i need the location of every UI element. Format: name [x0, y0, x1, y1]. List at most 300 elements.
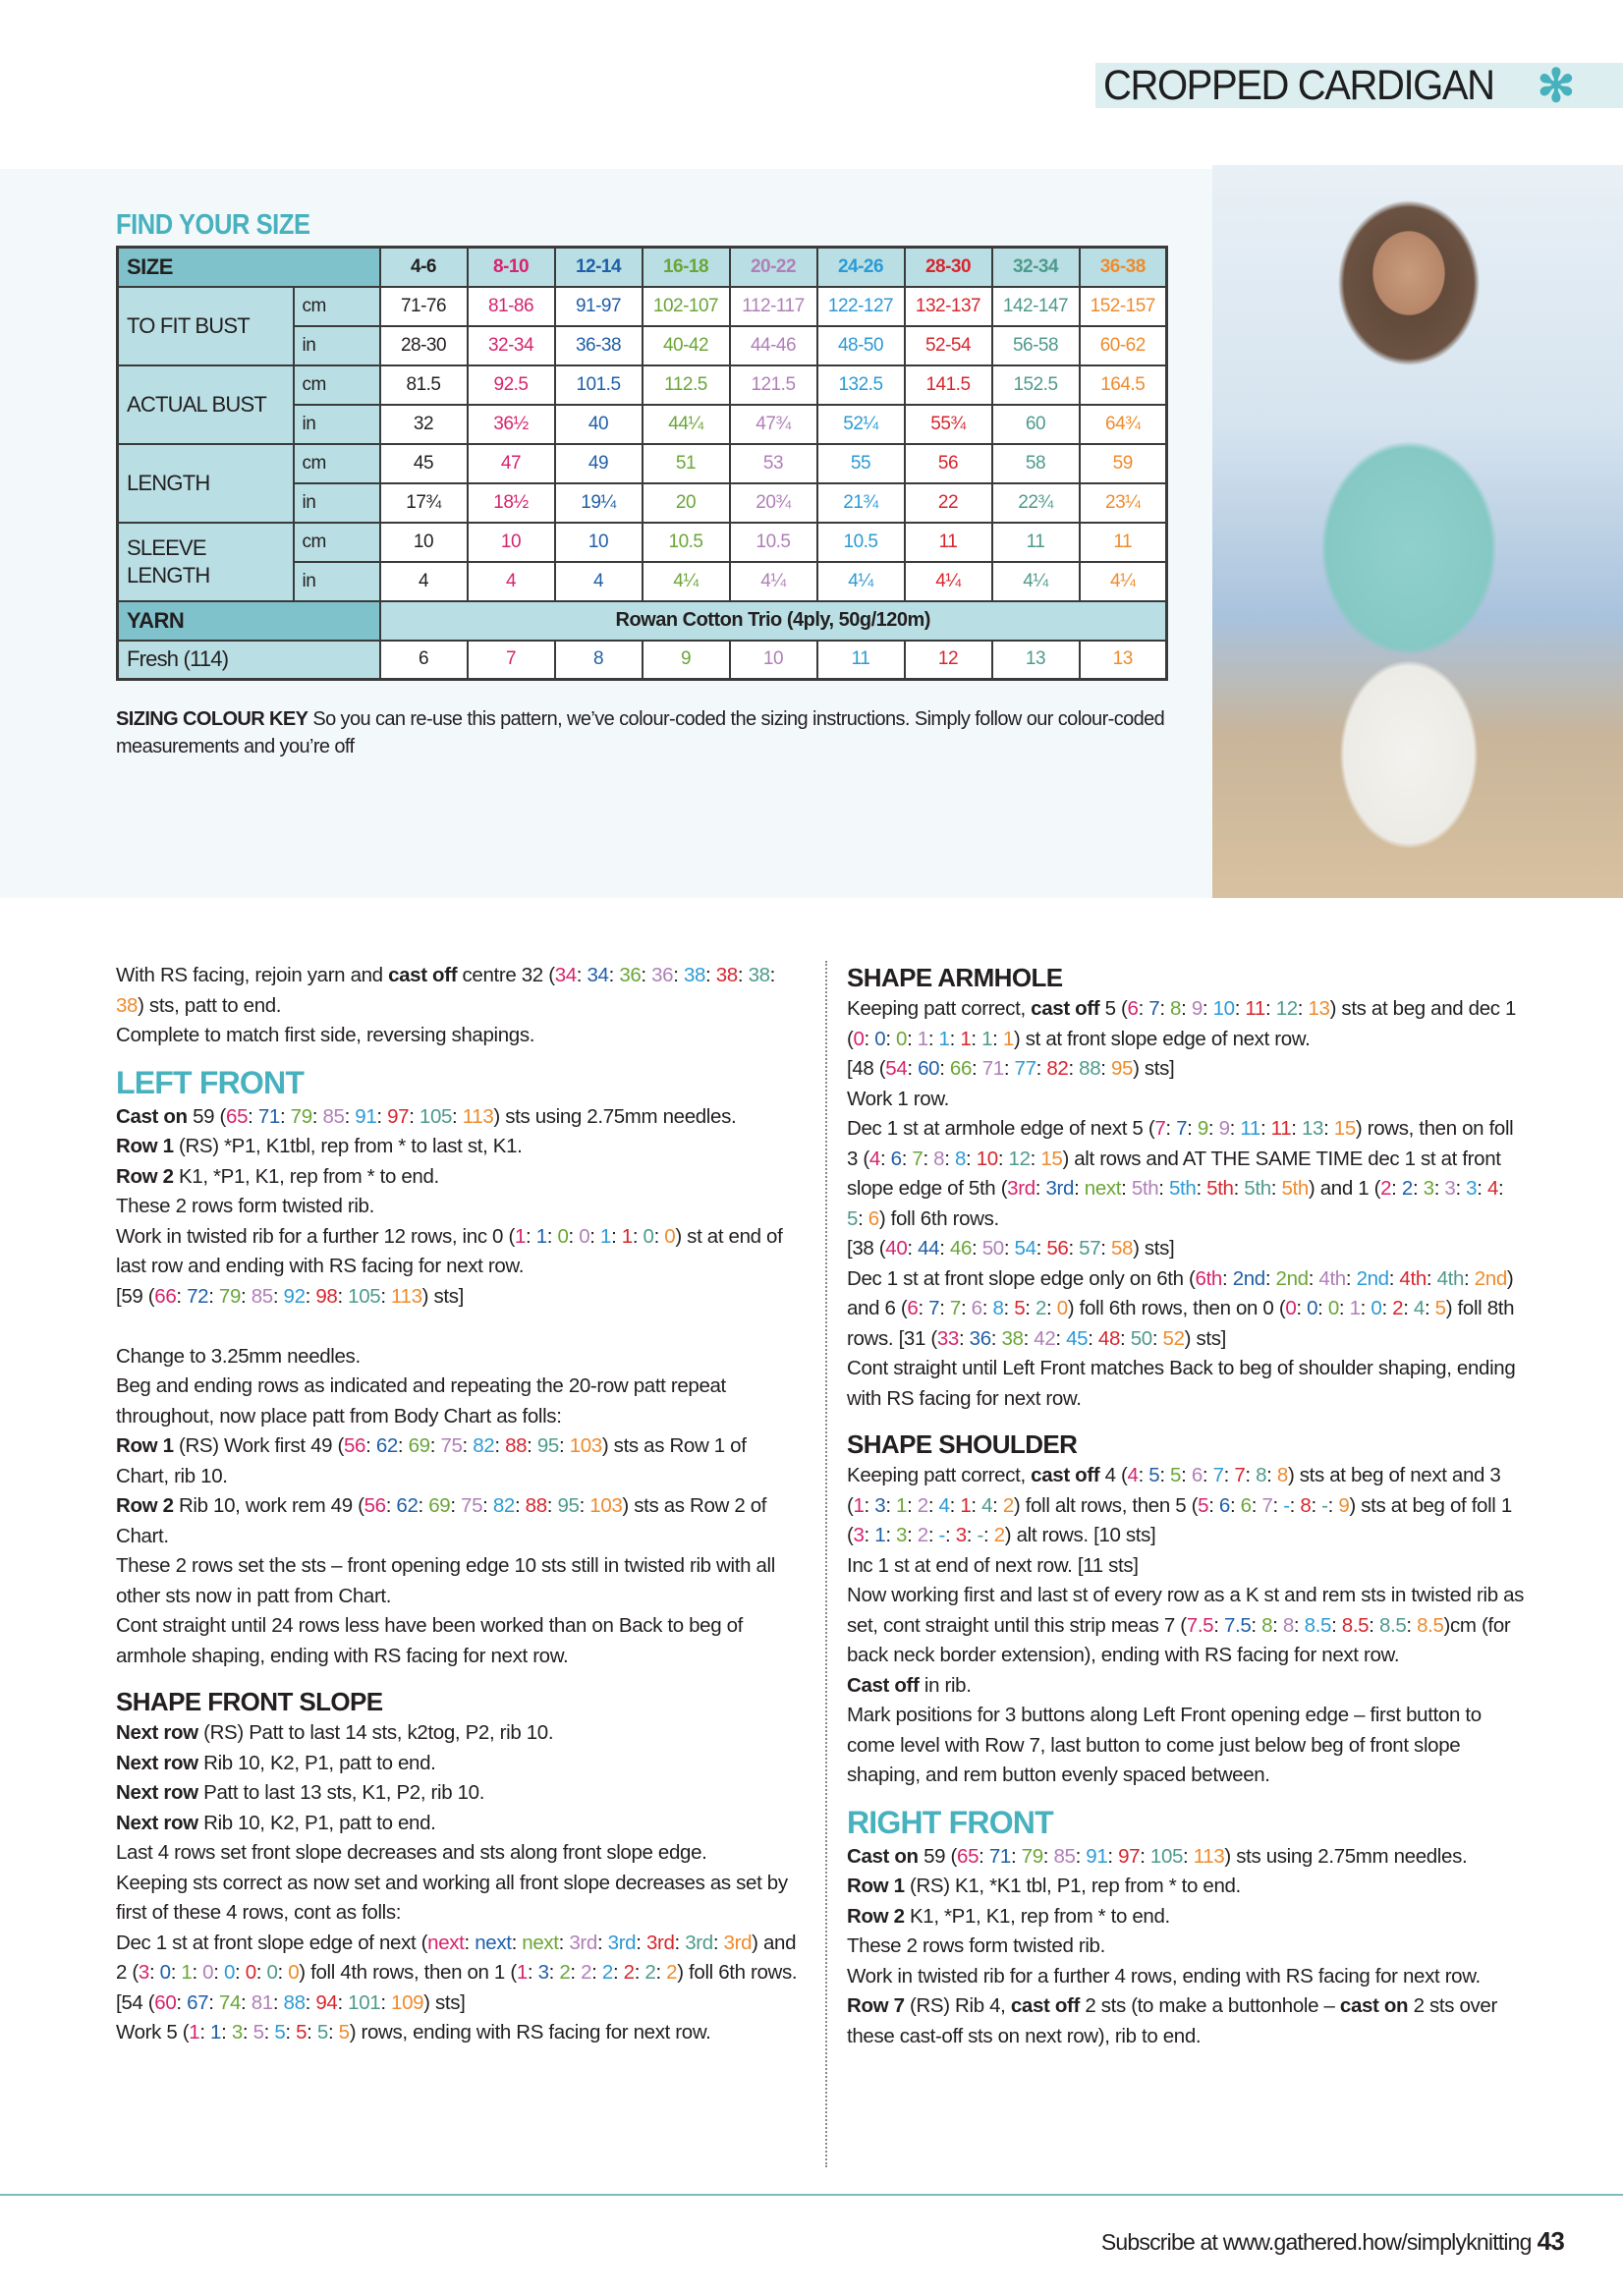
text-run: ) and 1 ( [1308, 1177, 1381, 1200]
measurement-value: 23¼ [1080, 483, 1167, 523]
text-run: : [1317, 1297, 1328, 1319]
size-value: 4 [1127, 1464, 1139, 1486]
text-run: : [380, 1990, 392, 2014]
text-run: K1, *P1, K1, rep from * to end. [904, 1904, 1170, 1928]
measurement-value: 4 [468, 562, 555, 601]
measurement-value: 55 [817, 444, 905, 483]
instructions-right-column [847, 961, 1525, 2051]
text-run: : [1251, 1493, 1262, 1517]
subsection-heading: SHAPE ARMHOLE [847, 963, 1063, 992]
text-run: ) foll 6th rows. [54 ( [116, 1961, 798, 2014]
size-value: 33 [936, 1326, 959, 1350]
size-value: 66 [154, 1284, 177, 1308]
text-run: : [1208, 1493, 1219, 1517]
measurement-value: 28-30 [380, 326, 468, 365]
text-run: : [546, 1494, 558, 1517]
text-run: ) foll 6th rows. [878, 1206, 999, 1230]
size-value: 103 [569, 1434, 602, 1457]
text-run: : [1010, 1844, 1022, 1868]
size-value: 1 [189, 2021, 200, 2044]
measurement-value: 10.5 [643, 523, 730, 562]
measurement-value: 92.5 [468, 365, 555, 405]
text-run: : [272, 1284, 284, 1308]
text-run: : [927, 1493, 939, 1517]
text-run: : [1424, 1297, 1435, 1319]
bold-term: Cast off [847, 1673, 920, 1697]
text-run: Work 5 ( [116, 2021, 190, 2044]
bold-term: Next row [116, 1811, 198, 1834]
page-number: 43 [1537, 2226, 1564, 2256]
measurement-value: 56 [905, 444, 992, 483]
text-run: Cont straight until Left Front matches Back to beg of shoulder shaping, ending with RS facing for next row. [847, 1357, 1516, 1410]
size-value: 40 [885, 1237, 908, 1260]
text-run: : [1406, 1613, 1418, 1637]
text-run: : [1181, 1464, 1192, 1486]
text-run: : [409, 1104, 420, 1128]
text-run: : [712, 1931, 724, 1954]
instruction-paragraph [116, 1718, 804, 1749]
text-run: : [1221, 1266, 1233, 1290]
bold-term: Row 1 [847, 1875, 905, 1897]
text-run: : [1234, 997, 1246, 1020]
size-value: 15 [1333, 1117, 1356, 1140]
text-run: : [1360, 1297, 1371, 1319]
text-run: : [949, 1027, 961, 1050]
size-value: next [427, 1931, 465, 1954]
text-run: (RS) Work first 49 ( [173, 1434, 344, 1457]
size-value: 0 [159, 1961, 171, 1984]
size-value: 5th [1168, 1177, 1197, 1200]
size-column-header: 24-26 [817, 248, 905, 287]
text-run: : [1338, 1297, 1350, 1319]
text-run: Inc 1 st at end of next row. [11 sts] [847, 1553, 1139, 1577]
shade-label: Fresh (114) [118, 641, 380, 680]
text-run: : [885, 1524, 897, 1546]
text-run: 4 ( [1099, 1464, 1128, 1486]
size-value: 2 [1035, 1297, 1047, 1319]
page-title: CROPPED CARDIGAN [1103, 62, 1494, 109]
measurement-value: 132.5 [817, 365, 905, 405]
size-value: 95 [536, 1434, 559, 1457]
measurement-value: 4¼ [817, 562, 905, 601]
size-value: 1 [210, 2021, 222, 2044]
text-run: ) sts, patt to end. [138, 993, 282, 1017]
measurement-value: 4¼ [730, 562, 817, 601]
text-run: : [235, 1961, 246, 1984]
size-value: 6 [1218, 1493, 1230, 1517]
size-value: 8.5 [1417, 1613, 1444, 1637]
text-run: : [1055, 1326, 1067, 1350]
size-value: 1 [960, 1027, 972, 1050]
ball-count: 9 [643, 641, 730, 680]
size-value: 62 [396, 1494, 419, 1517]
size-value: 92 [283, 1284, 306, 1308]
shade-row [118, 641, 1167, 680]
size-table [116, 246, 1168, 681]
text-run: : [864, 1493, 875, 1517]
text-run: : [285, 2021, 297, 2044]
text-run: K1, *P1, K1, rep from * to end. [173, 1164, 439, 1188]
size-value: 2nd [1232, 1266, 1265, 1290]
find-your-size-heading: FIND YOUR SIZE [116, 209, 310, 241]
text-run: ) sts at beg and dec 1 ( [847, 997, 1517, 1050]
instruction-paragraph [847, 1902, 1525, 1932]
unit-label: cm [294, 523, 380, 562]
text-run: : [918, 1297, 929, 1319]
text-run: : [992, 1027, 1003, 1050]
instruction-paragraph [847, 1461, 1525, 1551]
size-value: 8 [1256, 1464, 1267, 1486]
subscribe-link[interactable]: Subscribe at www.gathered.how/simplyknitting [1100, 2229, 1532, 2255]
ball-count: 8 [555, 641, 643, 680]
instruction-paragraph [847, 1264, 1525, 1355]
text-run: : [380, 1284, 392, 1308]
size-value: 5 [274, 2021, 286, 2044]
measurement-value: 141.5 [905, 365, 992, 405]
asterisk-flower-icon: ✻ [1537, 60, 1576, 111]
text-run: : [1138, 1464, 1149, 1486]
instruction-paragraph [847, 1932, 1525, 1962]
text-run: : [1074, 1177, 1085, 1200]
text-run: ) alt rows and AT THE SAME TIME dec 1 st at front slope edge of 5th ( [847, 1147, 1501, 1200]
text-run: : [769, 964, 776, 986]
text-run: Patt to last 13 sts, K1, P2, rib 10. [197, 1781, 485, 1804]
text-run: : [636, 1931, 646, 1954]
size-value: 5 [1148, 1464, 1160, 1486]
colour-key-label: SIZING COLOUR KEY [116, 708, 308, 730]
text-run: : [1202, 1464, 1213, 1486]
size-value: 5 [252, 2021, 264, 2044]
measurement-value: 112-117 [730, 287, 817, 326]
size-value: 85 [1053, 1844, 1076, 1868]
text-run: : [1311, 1493, 1322, 1517]
instruction-paragraph [116, 1192, 804, 1222]
size-value: 88 [1079, 1057, 1101, 1080]
size-value: 7 [949, 1297, 961, 1319]
text-run: ) sts using 2.75mm needles. [1224, 1844, 1468, 1868]
size-value: 0 [896, 1027, 908, 1050]
size-value: 48 [1097, 1326, 1121, 1350]
text-run: ) alt rows. [10 sts] [1004, 1524, 1156, 1546]
ball-count: 6 [380, 641, 468, 680]
size-value: 50 [981, 1237, 1004, 1260]
measurement-value: 81-86 [468, 287, 555, 326]
size-value: 65 [226, 1104, 249, 1128]
size-value: 71 [257, 1104, 280, 1128]
text-run: : [255, 1961, 267, 1984]
size-value: 2 [601, 1961, 613, 1984]
size-value: 88 [283, 1990, 306, 2014]
text-run: Cont straight until 24 rows less have been worked than on Back to beg of armhole shaping, ending with RS facing for next row. [116, 1614, 744, 1667]
measurement-value: 121.5 [730, 365, 817, 405]
size-value: next [522, 1931, 559, 1954]
text-run: ) sts as Row 1 of Chart, rib 10. [116, 1434, 747, 1487]
text-run: : [1455, 1177, 1467, 1200]
text-run: Change to 3.25mm needles. [116, 1344, 361, 1368]
measurement-value: 11 [905, 523, 992, 562]
size-value: 5 [316, 2021, 328, 2044]
bold-term: cast on [1339, 1994, 1409, 2017]
instruction-paragraph [116, 1342, 804, 1372]
size-value: 1 [896, 1493, 908, 1517]
measurement-value: 81.5 [380, 365, 468, 405]
text-run: centre 32 ( [457, 964, 555, 986]
text-run: : [1196, 1177, 1207, 1200]
size-value: 46 [949, 1237, 973, 1260]
size-value: 67 [187, 1990, 209, 2014]
text-run: : [1003, 1237, 1015, 1260]
size-value: 3rd [723, 1931, 753, 1954]
text-run: : [966, 1147, 977, 1170]
size-value: 3 [1444, 1177, 1456, 1200]
text-run: Keeping sts correct as now set and working all front slope decreases as set by first of these 4 rows, cont as folls: [116, 1871, 788, 1924]
text-run: : [221, 2021, 232, 2044]
text-run: : [208, 1990, 219, 2014]
size-value: 4 [868, 1147, 880, 1170]
text-run: : [944, 1147, 955, 1170]
size-value: 3rd [569, 1931, 597, 1954]
text-run: : [1426, 1266, 1437, 1290]
measurement-value: 18½ [468, 483, 555, 523]
measurement-value: 4 [555, 562, 643, 601]
text-run: : [1403, 1297, 1414, 1319]
size-value: 5 [1434, 1297, 1446, 1319]
size-value: 105 [419, 1104, 453, 1128]
text-run: : [568, 1224, 580, 1248]
colour-key-text: So you can re-use this pattern, we’ve colour-coded the sizing instructions. Simply follow our colour-coded measurements and you’re off [116, 708, 1165, 757]
unit-label: in [294, 405, 380, 444]
size-value: 71 [981, 1057, 1004, 1080]
bold-term: cast off [1031, 1464, 1100, 1486]
size-value: 11 [1240, 1117, 1260, 1140]
size-value: 79 [290, 1104, 312, 1128]
size-value: 85 [251, 1284, 273, 1308]
size-value: 7.5 [1186, 1613, 1214, 1637]
size-value: 0 [1056, 1297, 1068, 1319]
text-run: ) sts at beg of foll 1 ( [847, 1493, 1512, 1546]
measurement-value: 56-58 [992, 326, 1080, 365]
text-run: : [1100, 1057, 1111, 1080]
text-run: 59 ( [918, 1844, 958, 1868]
size-value: 0 [643, 1224, 654, 1248]
text-run: : [1003, 1297, 1015, 1319]
text-run: ) foll 8th rows. [31 ( [847, 1297, 1515, 1350]
size-value: 113 [1193, 1844, 1225, 1868]
size-value: 79 [218, 1284, 242, 1308]
text-run: Work in twisted rib for a further 4 rows, ending with RS facing for next row. [847, 1964, 1481, 1988]
text-run: : [907, 1057, 919, 1080]
instruction-paragraph [116, 1809, 804, 1839]
text-run: : [1181, 997, 1192, 1020]
text-run: : [939, 1297, 950, 1319]
text-run: : [1233, 1177, 1245, 1200]
size-column-header: 16-18 [643, 248, 730, 287]
yarn-row [118, 601, 1167, 641]
text-run: ) sts as Row 2 of Chart. [116, 1494, 767, 1547]
size-value: 1 [874, 1524, 886, 1546]
size-value: 1 [960, 1493, 972, 1517]
measurement-value: 59 [1080, 444, 1167, 483]
size-value: 12 [1008, 1147, 1031, 1170]
instruction-paragraph [847, 1085, 1525, 1115]
size-value: 3rd [1007, 1177, 1035, 1200]
instruction-paragraph [116, 1869, 804, 1929]
text-run: : [1289, 1493, 1301, 1517]
text-run: : [907, 1493, 918, 1517]
text-run: : [1264, 997, 1276, 1020]
size-value: 12 [1275, 997, 1298, 1020]
text-run: : [907, 1237, 919, 1260]
text-run: : [982, 1524, 994, 1546]
size-value: 2 [666, 1961, 678, 1984]
text-run: ) st at end of last row and ending with RS facing for next row. [116, 1224, 783, 1277]
size-value: 5 [1014, 1297, 1026, 1319]
size-value: 3 [138, 1961, 149, 1984]
bold-term: Row 2 [116, 1494, 174, 1517]
text-run: (RS) Patt to last 14 sts, k2tog, P2, rib 10. [197, 1721, 554, 1744]
text-run: : [344, 1104, 356, 1128]
text-run: : [1270, 1177, 1282, 1200]
text-run: Work 1 row. [847, 1087, 949, 1110]
text-run: : [307, 2021, 317, 2044]
text-run: : [1323, 1117, 1334, 1140]
instruction-paragraph [116, 1372, 804, 1431]
size-value: 56 [344, 1434, 366, 1457]
text-run: : [1223, 1464, 1235, 1486]
unit-label: in [294, 483, 380, 523]
text-run: : [966, 1524, 978, 1546]
text-run: : [972, 1237, 982, 1260]
size-value: 36 [969, 1326, 991, 1350]
text-run: : [673, 964, 684, 986]
measurement-label: TO FIT BUST [118, 287, 294, 365]
size-value: 91 [1086, 1844, 1108, 1868]
size-value: 69 [408, 1434, 430, 1457]
paragraph-gap [116, 1312, 804, 1342]
measurement-row [118, 444, 1167, 483]
size-value: 1 [853, 1493, 865, 1517]
text-run: : [949, 1493, 961, 1517]
size-value: 36 [651, 964, 674, 986]
size-value: next [475, 1931, 512, 1954]
size-value: 7 [1154, 1117, 1166, 1140]
measurement-value: 52¼ [817, 405, 905, 444]
instruction-paragraph [116, 1929, 804, 2019]
text-run: : [1229, 1493, 1241, 1517]
ball-count: 10 [730, 641, 817, 680]
text-run: : [418, 1494, 429, 1517]
text-run: : [365, 1434, 376, 1457]
text-run: : [1158, 1177, 1169, 1200]
size-value: 54 [885, 1057, 908, 1080]
text-run: : [1464, 1266, 1475, 1290]
unit-label: cm [294, 444, 380, 483]
text-run: : [1068, 1057, 1080, 1080]
size-value: 7 [1261, 1493, 1273, 1517]
size-value: 45 [1066, 1326, 1089, 1350]
instructions-left-column [116, 961, 804, 2048]
text-run: ) foll 4th rows, then on 1 ( [299, 1961, 517, 1984]
measurement-value: 53 [730, 444, 817, 483]
text-run: : [990, 1326, 1002, 1350]
text-run: ) sts] [423, 1990, 466, 2014]
text-run: (RS) *P1, K1tbl, rep from * to last st, K1. [173, 1135, 523, 1157]
measurement-label: ACTUAL BUST [118, 365, 294, 444]
instruction-paragraph [116, 961, 804, 1021]
text-run: : [1308, 1266, 1319, 1290]
size-value: 57 [1079, 1237, 1101, 1260]
measurement-value: 10 [380, 523, 468, 562]
measurement-value: 22¾ [992, 483, 1080, 523]
text-run: : [971, 1027, 982, 1050]
instruction-paragraph [116, 1162, 804, 1193]
text-run: : [971, 1493, 982, 1517]
measurement-value: 45 [380, 444, 468, 483]
bold-term: Row 1 [116, 1434, 174, 1457]
size-value: 8.5 [1341, 1613, 1370, 1637]
size-value: 3 [1466, 1177, 1478, 1200]
size-value: 38 [683, 964, 706, 986]
size-value: 1 [938, 1027, 950, 1050]
size-value: 5th [1281, 1177, 1309, 1200]
size-column-header: 32-34 [992, 248, 1080, 287]
unit-label: in [294, 562, 380, 601]
text-run: : [241, 1284, 252, 1308]
text-run: : [1264, 1266, 1276, 1290]
measurement-value: 4¼ [905, 562, 992, 601]
size-value: 109 [391, 1990, 424, 2014]
size-value: 38 [715, 964, 738, 986]
size-column-header: 28-30 [905, 248, 992, 287]
unit-label: cm [294, 365, 380, 405]
size-value: 8 [1276, 1464, 1288, 1486]
unit-label: in [294, 326, 380, 365]
text-run: : [981, 1297, 993, 1319]
size-value: 66 [949, 1057, 973, 1080]
measurement-value: 102-107 [643, 287, 730, 326]
text-run: : [927, 1524, 939, 1546]
text-run: : [1046, 1297, 1057, 1319]
size-value: 2 [917, 1524, 928, 1546]
size-value: 82 [473, 1434, 495, 1457]
text-run: : [1293, 1613, 1305, 1637]
text-run: : [858, 1206, 868, 1230]
measurement-value: 58 [992, 444, 1080, 483]
size-value: 36 [619, 964, 642, 986]
text-run: : [634, 1961, 645, 1984]
text-run: : [1202, 997, 1213, 1020]
text-run: Rib 10, work rem 49 ( [173, 1494, 364, 1517]
text-run: : [376, 1104, 388, 1128]
text-run: : [208, 1284, 219, 1308]
text-run: : [901, 1147, 913, 1170]
size-value: 2 [1401, 1177, 1413, 1200]
measurement-value: 64¾ [1080, 405, 1167, 444]
text-run: : [611, 1224, 622, 1248]
size-value: 10 [1212, 997, 1235, 1020]
size-value: 2 [1380, 1177, 1392, 1200]
text-run: : [277, 1961, 289, 1984]
text-run: : [1345, 1266, 1357, 1290]
text-run: : [148, 1961, 160, 1984]
text-run: : [1042, 1844, 1054, 1868]
measurement-label: LENGTH [118, 444, 294, 523]
measurement-row [118, 365, 1167, 405]
measurement-value: 40-42 [643, 326, 730, 365]
text-run: : [279, 1104, 291, 1128]
bold-term: Next row [116, 1721, 198, 1744]
size-value: 54 [1014, 1237, 1036, 1260]
